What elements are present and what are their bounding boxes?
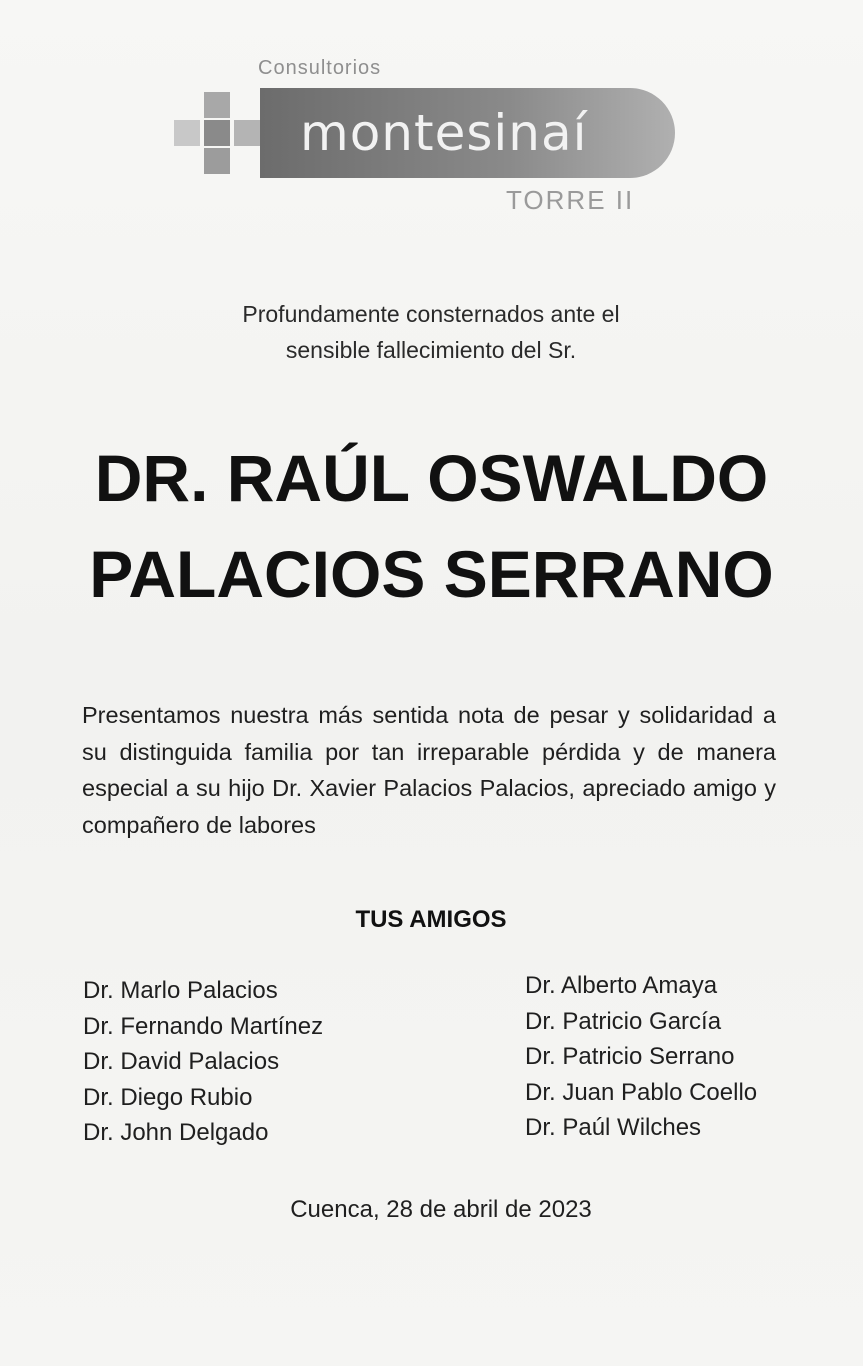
signer-name: Dr. Patricio Serrano xyxy=(525,1043,735,1070)
deceased-name xyxy=(60,430,803,622)
signer-name: Dr. Patricio García xyxy=(525,1007,722,1035)
signer-name: Dr. David Palacios xyxy=(83,1048,280,1075)
logo-brand-text: montesinaí xyxy=(300,104,588,162)
signer-name: Dr. John Delgado xyxy=(83,1119,269,1146)
medical-cross-icon xyxy=(174,92,264,178)
logo-band xyxy=(260,88,675,178)
signer-name: Dr. Paúl Wilches xyxy=(525,1114,702,1141)
signer-name: Dr. Juan Pablo Coello xyxy=(525,1078,758,1106)
signers-heading: TUS AMIGOS xyxy=(355,906,507,933)
intro-line-1: Profundamente consternados ante el xyxy=(242,301,620,327)
signer-name: Dr. Fernando Martínez xyxy=(83,1012,324,1040)
deceased-name-line-1: DR. RAÚL OSWALDO xyxy=(94,441,769,515)
place-and-date: Cuenca, 28 de abril de 2023 xyxy=(290,1196,592,1223)
signers-left-column xyxy=(83,973,383,1151)
consultorios-logo xyxy=(170,55,690,225)
signer-name: Dr. Marlo Palacios xyxy=(83,977,278,1004)
signer-name: Dr. Diego Rubio xyxy=(83,1083,253,1111)
condolence-message: Presentamos nuestra más sentida nota de pesar y solidaridad a su distinguida familia por tan irreparable pérdida y de manera especial a su hijo Dr. Xavier Palacios Palacios, apreciado amigo y compañero de labores xyxy=(82,702,776,838)
intro-line-2: sensible fallecimiento del Sr. xyxy=(285,337,577,363)
intro-text xyxy=(190,296,672,368)
deceased-name-line-2: PALACIOS SERRANO xyxy=(89,537,774,611)
signer-name: Dr. Alberto Amaya xyxy=(525,972,718,999)
logo-sub-text: TORRE II xyxy=(506,185,635,215)
logo-top-text: Consultorios xyxy=(258,57,382,79)
signers-right-column xyxy=(525,968,825,1146)
